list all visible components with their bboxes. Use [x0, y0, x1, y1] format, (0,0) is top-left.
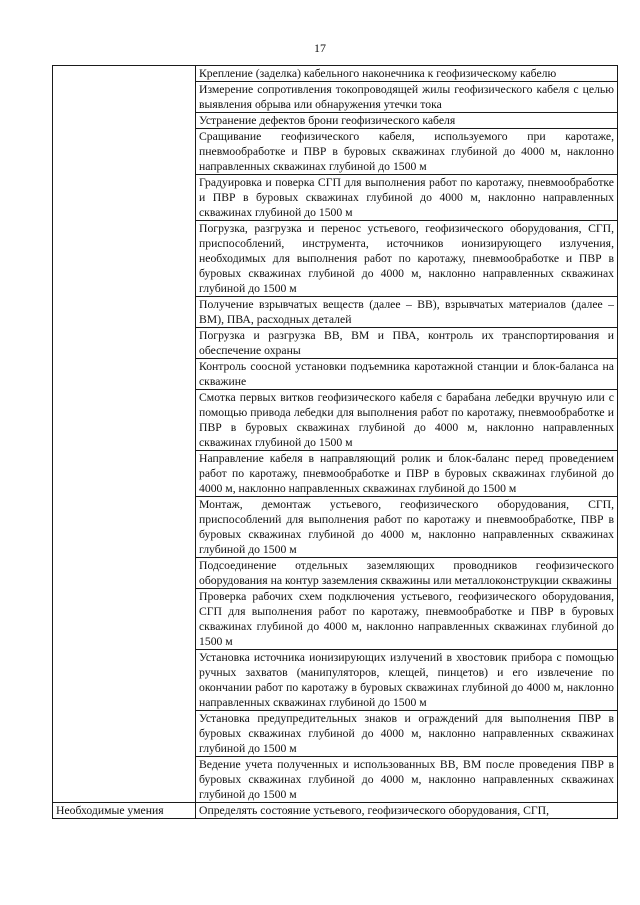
skills-label: Необходимые умения: [56, 804, 164, 817]
action-cell: Смотка первых витков геофизического кабеля с барабана лебедки вручную или с помощью привода лебедки для выполнения работ по каротажу, пневмообработке и ПВР в буровых скважинах глубиной до 4000 м, наклонно направленных скважинах глубиной до 1500 м: [196, 390, 618, 451]
action-cell: Получение взрывчатых веществ (далее – ВВ), взрывчатых материалов (далее – ВМ), ПВА, расходных деталей: [196, 297, 618, 328]
table-row: [53, 66, 618, 82]
action-cell: Установка источника ионизирующих излучений в хвостовик прибора с помощью ручных захватов (манипуляторов, клещей, пинцетов) и его извлечение по окончании работ по каротажу в буровых скважинах глубиной до 4000 м, наклонно направленных скважинах глубиной до 1500 м: [196, 650, 618, 711]
action-cell: Подсоединение отдельных заземляющих проводников геофизического оборудования на контур заземления скважины или металлоконструкции скважины: [196, 558, 618, 589]
page-number: 17: [314, 41, 326, 55]
action-cell: Градуировка и поверка СГП для выполнения работ по каротажу, пневмообработке и ПВР в буровых скважинах глубиной до 4000 м, наклонно направленных скважинах глубиной до 1500 м: [196, 175, 618, 221]
action-cell: Установка предупредительных знаков и ограждений для выполнения ПВР в буровых скважинах глубиной до 4000 м, наклонно направленных скважинах глубиной до 1500 м: [196, 711, 618, 757]
skills-label-cell: [53, 803, 196, 819]
action-cell: Устранение дефектов брони геофизического кабеля: [196, 113, 618, 129]
action-cell: Погрузка, разгрузка и перенос устьевого, геофизического оборудования, СГП, приспособлений, инструмента, источников ионизирующего излучения, необходимых для выполнения работ по каротажу, пневмообработке и ПВР в буровых скважинах глубиной до 4000 м, наклонно направленных скважинах глубиной до 1500 м: [196, 221, 618, 297]
action-cell: Сращивание геофизического кабеля, используемого при каротаже, пневмообработке и ПВР в буровых скважинах глубиной до 4000 м, наклонно направленных скважинах глубиной до 1500 м: [196, 129, 618, 175]
action-cell: Крепление (заделка) кабельного наконечника к геофизическому кабелю: [196, 66, 618, 82]
action-cell: Контроль соосной установки подъемника каротажной станции и блок-баланса на скважине: [196, 359, 618, 390]
action-cell: Проверка рабочих схем подключения устьевого, геофизического оборудования, СГП для выполнения работ по каротажу, пневмообработке и ПВР в буровых скважинах глубиной до 4000 м, наклонно направленных скважинах глубиной до 1500 м: [196, 589, 618, 650]
action-cell: Погрузка и разгрузка ВВ, ВМ и ПВА, контроль их транспортирования и обеспечение охраны: [196, 328, 618, 359]
functions-table: [52, 65, 618, 819]
labor-actions-label-cell: [53, 66, 196, 803]
action-cell: Монтаж, демонтаж устьевого, геофизического оборудования, СГП, приспособлений для выполнения работ по каротажу и пневмообработке, ПВР в буровых скважинах глубиной до 4000 м, наклонно направленных скважинах глубиной до 1500 м: [196, 497, 618, 558]
skill-cell: Определять состояние устьевого, геофизического оборудования, СГП,: [196, 803, 618, 819]
action-cell: Ведение учета полученных и использованных ВВ, ВМ после проведения ПВР в буровых скважинах глубиной до 4000 м, наклонно направленных скважинах глубиной до 1500 м: [196, 757, 618, 803]
action-cell: Направление кабеля в направляющий ролик и блок-баланс перед проведением работ по каротажу, пневмообработке и ПВР в буровых скважинах глубиной до 4000 м, наклонно направленных скважинах глубиной до 1500 м: [196, 451, 618, 497]
action-cell: Измерение сопротивления токопроводящей жилы геофизического кабеля с целью выявления обрыва или обнаружения утечки тока: [196, 82, 618, 113]
table-body: [53, 66, 618, 819]
table-row: [53, 803, 618, 819]
